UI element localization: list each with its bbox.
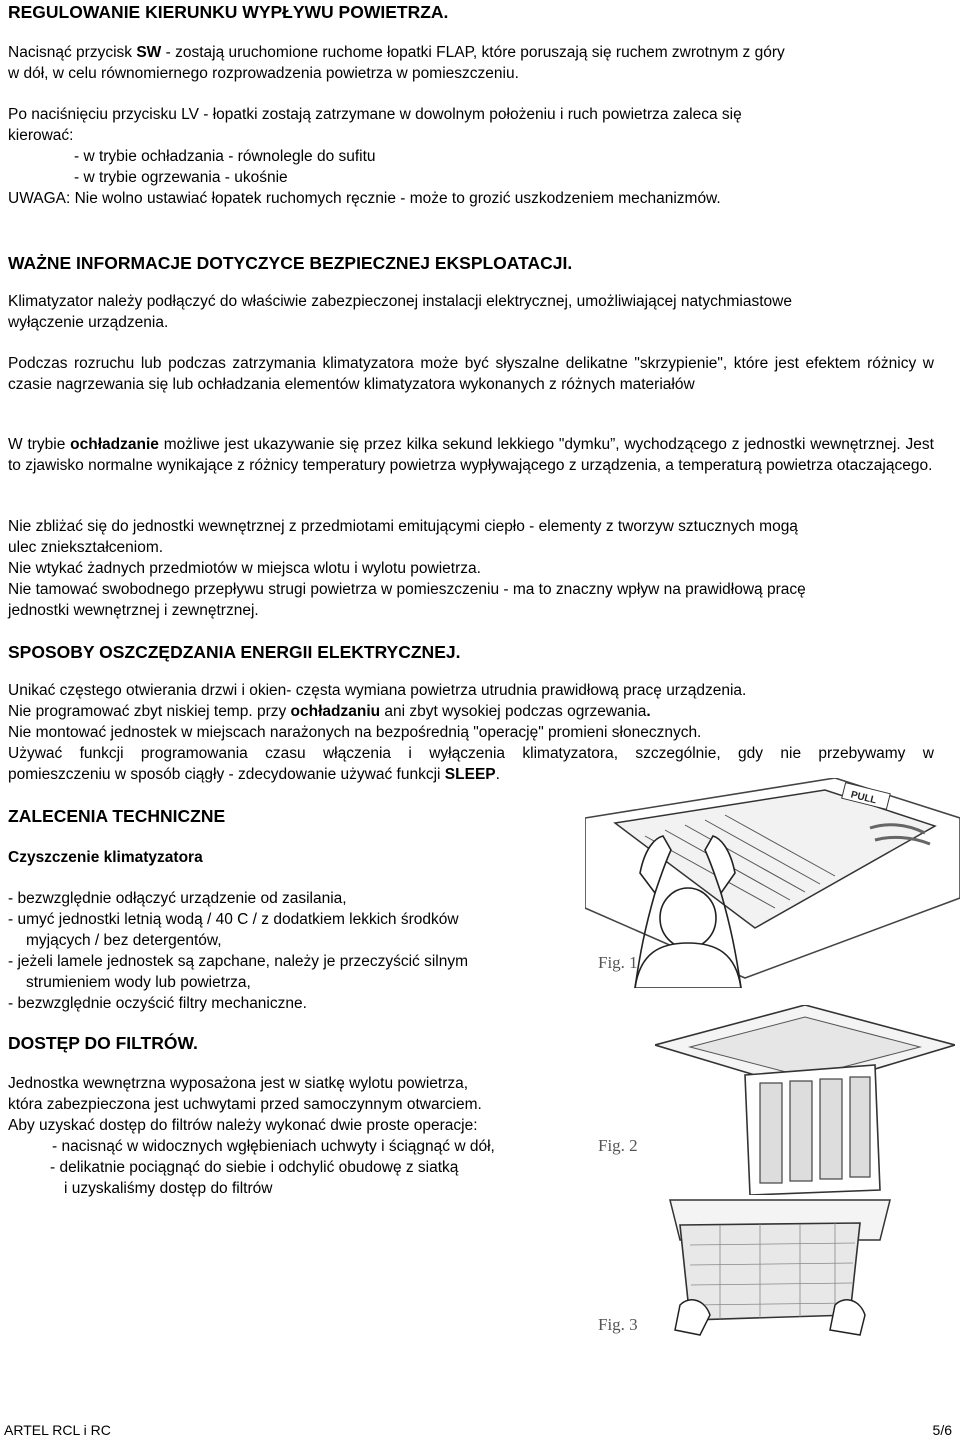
text-line: Nie zbliżać się do jednostki wewnętrznej z przedmiotami emitującymi ciepło - elementy z tworzyw sztucznych mogą xyxy=(8,518,798,535)
text-line: Po naciśnięciu przycisku LV - łopatki zostają zatrzymane w dowolnym położeniu i ruch powietrza zaleca się xyxy=(8,106,742,123)
list-item: - bezwzględnie odłączyć urządzenie od zasilania, xyxy=(8,890,347,907)
text-line: Jednostka wewnętrzna wyposażona jest w siatkę wylotu powietrza, xyxy=(8,1075,469,1092)
section-title-safety: WAŻNE INFORMACJE DOTYCZYCE BEZPIECZNEJ EKSPLOATACJI. xyxy=(8,253,573,273)
warning-note: UWAGA: Nie wolno ustawiać łopatek ruchomych ręcznie - może to grozić uszkodzeniem mechanizmów. xyxy=(8,190,721,207)
list-item: - bezwzględnie oczyścić filtry mechaniczne. xyxy=(8,995,307,1012)
paragraph-filter-access xyxy=(8,1073,568,1199)
text-line: która zabezpieczona jest uchwytami przed samoczynnym otwarciem. xyxy=(8,1096,482,1113)
figure-3-caption: Fig. 3 xyxy=(598,1315,638,1334)
text-line: Klimatyzator należy podłączyć do właściwie zabezpieczonej instalacji elektrycznej, umożliwiającej natychmiastowe xyxy=(8,293,792,310)
text-line: Aby uzyskać dostęp do filtrów należy wykonać dwie proste operacje: xyxy=(8,1117,478,1134)
text-line: ulec zniekształceniom. xyxy=(8,539,164,556)
text-line: jednostki wewnętrznej i zewnętrznej. xyxy=(8,602,259,619)
footer-doc-name: ARTEL RCL i RC xyxy=(4,1422,111,1438)
text-line: wyłączenie urządzenia. xyxy=(8,314,169,331)
section-title-filter-access: DOSTĘP DO FILTRÓW. xyxy=(8,1033,198,1053)
filter-panel xyxy=(680,1223,860,1320)
paragraph-lv-button xyxy=(8,104,952,209)
list-cleaning-steps xyxy=(8,888,568,1014)
text-line: kierować: xyxy=(8,127,74,144)
list-item: - umyć jednostki letnią wodą / 40 C / z dodatkiem lekkich środków xyxy=(8,911,459,928)
section-title-energy-saving: SPOSOBY OSZCZĘDZANIA ENERGII ELEKTRYCZNEJ. xyxy=(8,642,461,662)
list-item: - jeżeli lamele jednostek są zapchane, należy je przeczyścić silnym xyxy=(8,953,469,970)
figure-2-label xyxy=(596,1133,656,1157)
figure-1-caption: Fig. 1 xyxy=(598,953,638,972)
text-line: pomieszczeniu w sposób ciągły - zdecydowanie używać funkcji SLEEP. xyxy=(8,766,500,783)
paragraph-creaking: Podczas rozruchu lub podczas zatrzymania klimatyzatora może być słyszalne delikatne "skrzypienie", które jest efektem różnicy w czasie nagrzewania się lub ochładzania elementów klimatyzatora wykonanych z różnych materiałów xyxy=(8,355,934,393)
subsection-title-cleaning: Czyszczenie klimatyzatora xyxy=(8,849,203,866)
list-item-continued: i uzyskaliśmy dostęp do filtrów xyxy=(64,1180,273,1197)
figure-1-label xyxy=(596,950,656,974)
figure-3-label xyxy=(596,1312,656,1336)
paragraph-electrical xyxy=(8,291,952,333)
footer-page-number: 5/6 xyxy=(932,1422,952,1438)
paragraph-warnings xyxy=(8,516,952,621)
list-item: - nacisnąć w widocznych wgłębieniach uchwyty i ściągnąć w dół, xyxy=(52,1138,495,1155)
list-item: - w trybie ogrzewania - ukośnie xyxy=(74,169,288,186)
paragraph-energy-tips xyxy=(8,680,952,785)
text-line: Nie tamować swobodnego przepływu strugi powietrza w pomieszczeniu - ma to znaczny wpływ na prawidłową pracę xyxy=(8,581,806,598)
text-line: Unikać częstego otwierania drzwi i okien- częsta wymiana powietrza utrudnia prawidłową pracę urządzenia. xyxy=(8,682,747,699)
pull-label: PULL xyxy=(849,789,878,807)
figure-2-caption: Fig. 2 xyxy=(598,1136,638,1155)
text-line: Nie montować jednostek w miejscach narażonych na bezpośrednią "operację" promieni słonecznych. xyxy=(8,724,702,741)
figure-3-illustration xyxy=(660,1195,900,1345)
section-title-air-direction: REGULOWANIE KIERUNKU WYPŁYWU POWIETRZA. xyxy=(8,2,449,22)
text-line: Nacisnąć przycisk SW - zostają uruchomione ruchome łopatki FLAP, które poruszają się ruchem zwrotnym z góry xyxy=(8,44,785,61)
text-line: Używać funkcji programowania czasu włączenia i wyłączenia klimatyzatora, szczególnie, gdy nie przebywamy w xyxy=(8,745,934,762)
list-item-continued: myjących / bez detergentów, xyxy=(26,932,222,949)
text-line: Nie programować zbyt niskiej temp. przy ochładzaniu ani zbyt wysokiej podczas ogrzewania. xyxy=(8,703,651,720)
list-item: - w trybie ochładzania - równolegle do sufitu xyxy=(74,148,376,165)
list-item: - delikatnie pociągnąć do siebie i odchylić obudowę z siatką xyxy=(50,1159,459,1176)
text-line: Nie wtykać żadnych przedmiotów w miejsca wlotu i wylotu powietrza. xyxy=(8,560,481,577)
figure-2-illustration xyxy=(655,1005,955,1195)
section-title-technical: ZALECENIA TECHNICZNE xyxy=(8,806,226,826)
paragraph-sw-button xyxy=(8,42,952,84)
list-item-continued: strumieniem wody lub powietrza, xyxy=(26,974,251,991)
text-line: w dół, w celu równomiernego rozprowadzenia powietrza w pomieszczeniu. xyxy=(8,65,519,82)
paragraph-cooling-mist: W trybie ochładzanie możliwe jest ukazywanie się przez kilka sekund lekkiego "dymku”, wychodzącego z jednostki wewnętrznej. Jest to zjawisko normalne wynikające z różnicy temperatury powietrza wypływającego z urządzenia, a temperaturą powietrza otaczającego. xyxy=(8,436,934,474)
